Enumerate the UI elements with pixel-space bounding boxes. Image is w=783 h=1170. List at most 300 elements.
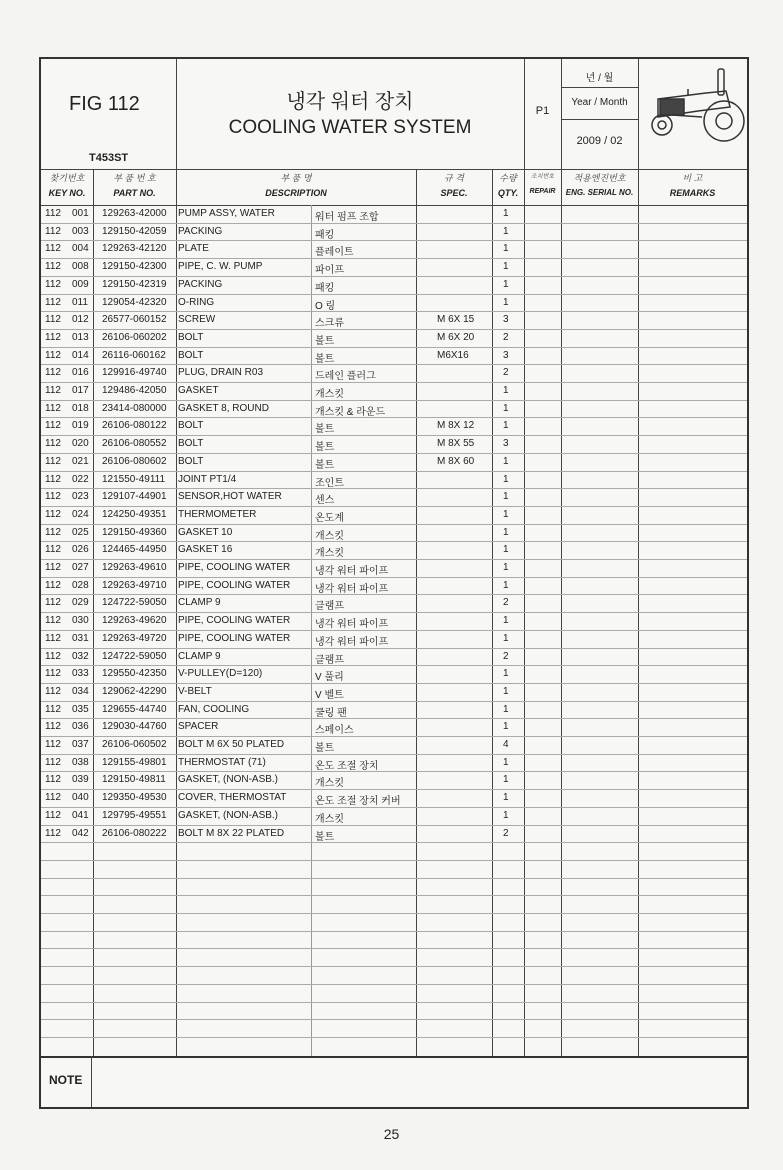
part-number: 26106-080222 <box>102 827 167 839</box>
description-english: V-PULLEY(D=120) <box>178 668 263 680</box>
fig-code: 112 <box>45 579 61 591</box>
part-number: 129916-49740 <box>102 367 167 379</box>
key-number: 020 <box>72 438 89 450</box>
table-row <box>41 559 747 577</box>
key-number: 004 <box>72 243 89 255</box>
description-korean: 패킹 <box>315 282 335 294</box>
description-korean: 스크류 <box>315 318 344 330</box>
issue-date: 2009 / 02 <box>576 135 623 147</box>
quantity: 1 <box>503 615 509 627</box>
header-qty-korean: 수량 <box>499 173 517 183</box>
description-korean: 개스킷 & 라운드 <box>315 406 386 418</box>
description-english: V-BELT <box>178 685 212 697</box>
part-number: 23414-080000 <box>102 402 167 414</box>
description-korean: V 벨트 <box>315 689 344 701</box>
part-number: 129155-49801 <box>102 756 167 768</box>
part-number: 124465-44950 <box>102 544 167 556</box>
table-row <box>41 771 747 789</box>
model-number: T453ST <box>89 152 129 164</box>
description-english: THERMOMETER <box>178 508 257 520</box>
header-remarks-korean: 비 고 <box>682 173 703 183</box>
quantity: 1 <box>503 420 509 432</box>
description-english: THERMOSTAT (71) <box>178 756 266 768</box>
part-number: 129263-49720 <box>102 632 167 644</box>
description-english: PUMP ASSY, WATER <box>178 208 275 219</box>
description-english: PACKING <box>178 225 223 237</box>
fig-number: FIG 112 <box>69 93 140 115</box>
description-korean: 개스킷 <box>315 530 344 542</box>
page-number: 25 <box>383 1126 400 1142</box>
table-row <box>41 347 747 365</box>
row-divider <box>41 860 747 861</box>
year-month-english: Year / Month <box>571 97 628 108</box>
row-divider <box>41 1002 747 1003</box>
description-korean: 드레인 플러그 <box>315 371 376 383</box>
description-english: BOLT <box>178 420 204 432</box>
fig-code: 112 <box>45 827 61 839</box>
description-korean: 볼트 <box>315 459 335 471</box>
fig-code: 112 <box>45 473 61 485</box>
quantity: 3 <box>503 438 509 450</box>
header-engine-serial-english: ENG. SERIAL NO. <box>565 188 634 197</box>
description-korean: O 링 <box>315 300 336 312</box>
quantity: 2 <box>503 597 509 609</box>
header-qty-english: QTY. <box>497 188 519 198</box>
key-number: 003 <box>72 225 89 237</box>
key-number: 021 <box>72 455 89 467</box>
note-label <box>41 1056 91 1107</box>
year-month-box <box>561 59 638 169</box>
spec: M 6X 15 <box>437 314 475 326</box>
row-divider <box>41 913 747 914</box>
key-number: 022 <box>72 473 89 485</box>
fig-code: 112 <box>45 367 61 379</box>
table-row <box>41 294 747 312</box>
fig-code: 112 <box>45 721 61 733</box>
fig-code: 112 <box>45 314 61 326</box>
fig-code: 112 <box>45 739 61 750</box>
fig-code: 112 <box>45 508 61 520</box>
part-number: 129054-42320 <box>102 296 167 308</box>
part-number: 129150-42319 <box>102 278 167 290</box>
description-korean: 볼트 <box>315 424 335 436</box>
key-number: 008 <box>72 261 89 273</box>
key-number: 014 <box>72 349 89 361</box>
part-number: 129350-49530 <box>102 792 167 804</box>
fig-code: 112 <box>45 385 61 396</box>
table-row <box>41 577 747 595</box>
part-number: 26577-060152 <box>102 314 167 326</box>
page-code: P1 <box>535 105 550 117</box>
description-korean: 냉각 워터 파이프 <box>315 566 389 577</box>
description-english: GASKET, (NON-ASB.) <box>178 774 279 786</box>
description-korean: 파이프 <box>315 265 344 277</box>
key-number: 028 <box>72 579 89 591</box>
part-number: 129263-49710 <box>102 579 167 591</box>
description-english: O-RING <box>178 296 215 308</box>
key-number: 034 <box>72 685 89 697</box>
description-korean: 스페이스 <box>315 725 354 737</box>
description-english: SCREW <box>178 314 216 326</box>
spec: M 8X 60 <box>437 455 475 467</box>
header-qty <box>492 169 524 205</box>
header-key-english: KEY NO. <box>48 188 86 198</box>
description-english: BOLT <box>178 455 204 467</box>
quantity: 3 <box>503 314 509 326</box>
part-number: 129655-44740 <box>102 703 167 715</box>
table-row <box>41 223 747 241</box>
key-number: 041 <box>72 809 89 821</box>
description-english: COVER, THERMOSTAT <box>178 792 287 804</box>
header-repair <box>524 169 561 205</box>
quantity: 1 <box>503 579 509 591</box>
table-row <box>41 276 747 294</box>
quantity: 1 <box>503 243 509 255</box>
fig-code: 112 <box>45 668 61 680</box>
key-number: 016 <box>72 367 89 379</box>
row-divider <box>41 984 747 985</box>
header-part <box>93 169 176 205</box>
title-korean: 냉각 워터 장치 <box>286 91 414 113</box>
quantity: 2 <box>503 367 509 379</box>
part-number: 124722-59050 <box>102 597 167 609</box>
parts-sheet <box>39 57 749 1109</box>
row-divider <box>41 878 747 879</box>
description-english: BOLT <box>178 349 204 361</box>
table-row <box>41 506 747 524</box>
part-number: 129150-49811 <box>102 774 166 786</box>
tractor-icon <box>638 59 749 169</box>
description-korean: 패킹 <box>315 229 335 241</box>
quantity: 1 <box>503 385 509 396</box>
quantity: 1 <box>503 756 509 768</box>
description-korean: 온도계 <box>315 512 344 524</box>
quantity: 1 <box>503 261 509 273</box>
fig-code: 112 <box>45 491 61 503</box>
table-row <box>41 400 747 418</box>
description-english: GASKET 10 <box>178 526 233 538</box>
key-number: 036 <box>72 721 89 733</box>
quantity: 1 <box>503 562 509 573</box>
part-number: 129150-49360 <box>102 526 167 538</box>
fig-code: 112 <box>45 650 61 662</box>
quantity: 1 <box>503 526 509 538</box>
fig-code: 112 <box>45 809 61 821</box>
fig-code: 112 <box>45 331 61 343</box>
description-korean: 볼트 <box>315 442 335 454</box>
description-english: JOINT PT1/4 <box>178 473 237 485</box>
table-row <box>41 807 747 825</box>
table-row <box>41 648 747 666</box>
note-label-text: NOTE <box>49 1073 83 1087</box>
description-english: GASKET, (NON-ASB.) <box>178 809 279 821</box>
description-english: PIPE, COOLING WATER <box>178 562 291 573</box>
quantity: 1 <box>503 225 509 237</box>
description-english: PIPE, COOLING WATER <box>178 632 291 644</box>
description-english: BOLT M 6X 50 PLATED <box>178 739 285 750</box>
quantity: 1 <box>503 632 509 644</box>
fig-code: 112 <box>45 225 61 237</box>
quantity: 3 <box>503 349 509 361</box>
header-description-english: DESCRIPTION <box>265 188 327 198</box>
description-english: PLUG, DRAIN R03 <box>178 367 264 379</box>
table-row <box>41 453 747 471</box>
description-english: SPACER <box>178 721 219 733</box>
description-korean: 냉각 워터 파이프 <box>315 619 389 631</box>
fig-code: 112 <box>45 597 61 609</box>
row-divider <box>41 931 747 932</box>
table-row <box>41 754 747 772</box>
part-number: 124250-49351 <box>102 508 167 520</box>
description-korean: 센스 <box>315 495 335 507</box>
description-korean: 개스킷 <box>315 813 344 825</box>
fig-code: 112 <box>45 261 61 273</box>
key-number: 039 <box>72 774 89 786</box>
part-number: 26106-080602 <box>102 455 167 467</box>
header-remarks <box>638 169 747 205</box>
fig-code: 112 <box>45 544 61 556</box>
key-number: 035 <box>72 703 89 715</box>
part-number: 26116-060162 <box>102 349 166 361</box>
description-korean: 워터 펌프 조합 <box>315 212 379 223</box>
fig-code: 112 <box>45 526 61 538</box>
key-number: 009 <box>72 278 89 290</box>
quantity: 1 <box>503 544 509 556</box>
description-english: GASKET <box>178 385 219 396</box>
fig-code: 112 <box>45 703 61 715</box>
description-english: PIPE, COOLING WATER <box>178 615 291 627</box>
fig-code: 112 <box>45 685 61 697</box>
quantity: 1 <box>503 491 509 503</box>
table-row <box>41 665 747 683</box>
table-row <box>41 594 747 612</box>
header-engine-serial-korean: 적용엔진번호 <box>573 173 626 183</box>
key-number: 026 <box>72 544 89 556</box>
fig-code: 112 <box>45 296 61 308</box>
description-korean: 개스킷 <box>315 548 344 560</box>
table-row <box>41 541 747 559</box>
quantity: 4 <box>503 739 509 750</box>
table-row <box>41 630 747 648</box>
spec: M 8X 55 <box>437 438 475 450</box>
part-number: 129263-42000 <box>102 208 167 219</box>
row-divider <box>41 948 747 949</box>
key-number: 027 <box>72 562 89 573</box>
quantity: 1 <box>503 278 509 290</box>
header-key <box>41 169 93 205</box>
part-number: 129062-42290 <box>102 685 167 697</box>
part-number: 129150-42300 <box>102 261 167 273</box>
key-number: 029 <box>72 597 89 609</box>
description-english: PACKING <box>178 278 223 290</box>
spec: M6X16 <box>437 349 469 361</box>
table-row <box>41 311 747 329</box>
fig-code: 112 <box>45 792 61 804</box>
quantity: 1 <box>503 455 509 467</box>
part-number: 129263-42120 <box>102 243 167 255</box>
description-korean: 냉각 워터 파이프 <box>315 636 389 648</box>
header-spec <box>416 169 492 205</box>
page-box <box>524 59 561 169</box>
key-number: 012 <box>72 314 89 326</box>
table-row <box>41 736 747 754</box>
quantity: 1 <box>503 402 509 414</box>
description-english: FAN, COOLING <box>178 703 250 715</box>
table-row <box>41 382 747 400</box>
year-month-korean: 년 / 월 <box>585 73 614 84</box>
title-box <box>176 59 524 169</box>
header-part-english: PART NO. <box>113 188 156 198</box>
table-row <box>41 524 747 542</box>
description-korean: 볼트 <box>315 831 335 843</box>
key-number: 023 <box>72 491 89 503</box>
header-spec-english: SPEC. <box>440 188 468 198</box>
description-korean: 클램프 <box>315 601 344 613</box>
table-row <box>41 488 747 506</box>
row-divider <box>41 895 747 896</box>
description-korean: 볼트 <box>315 335 335 347</box>
table-row <box>41 435 747 453</box>
part-number: 129263-49610 <box>102 562 167 573</box>
row-divider <box>41 1019 747 1020</box>
description-english: BOLT <box>178 331 204 343</box>
key-number: 032 <box>72 650 89 662</box>
description-korean: 온도 조절 장치 <box>315 760 379 772</box>
table-row <box>41 240 747 258</box>
description-english: PIPE, C. W. PUMP <box>178 261 263 273</box>
part-number: 26106-080552 <box>102 438 167 450</box>
key-number: 024 <box>72 508 89 520</box>
row-divider <box>41 966 747 967</box>
header-repair-korean: 조치번호 <box>530 174 555 180</box>
quantity: 1 <box>503 208 509 219</box>
table-row <box>41 329 747 347</box>
table-row <box>41 683 747 701</box>
quantity: 2 <box>503 650 509 662</box>
quantity: 2 <box>503 827 509 839</box>
part-number: 121550-49111 <box>102 473 166 485</box>
fig-code: 112 <box>45 402 61 414</box>
fig-code: 112 <box>45 562 61 573</box>
part-number: 129030-44760 <box>102 721 167 733</box>
table-row <box>41 364 747 382</box>
description-english: SENSOR,HOT WATER <box>178 491 282 503</box>
key-number: 038 <box>72 756 89 768</box>
key-number: 017 <box>72 385 89 396</box>
fig-code: 112 <box>45 208 61 219</box>
description-korean: 개스킷 <box>315 389 344 400</box>
description-english: GASKET 8, ROUND <box>178 402 269 414</box>
quantity: 1 <box>503 792 509 804</box>
header-key-korean: 찾기번호 <box>49 173 85 183</box>
key-number: 033 <box>72 668 89 680</box>
key-number: 025 <box>72 526 89 538</box>
key-number: 037 <box>72 739 89 750</box>
header-engine-serial <box>561 169 638 205</box>
fig-box <box>41 59 176 169</box>
fig-code: 112 <box>45 278 61 290</box>
quantity: 1 <box>503 809 509 821</box>
key-number: 031 <box>72 632 89 644</box>
key-number: 040 <box>72 792 89 804</box>
part-number: 26106-080122 <box>102 420 167 432</box>
description-english: PLATE <box>178 243 209 255</box>
quantity: 1 <box>503 668 509 680</box>
table-row <box>41 417 747 435</box>
title-english: COOLING WATER SYSTEM <box>228 117 472 138</box>
description-korean: 온도 조절 장치 커버 <box>315 796 401 808</box>
part-number: 124722-59050 <box>102 650 167 662</box>
quantity: 1 <box>503 721 509 733</box>
fig-code: 112 <box>45 632 61 644</box>
row-divider <box>41 842 747 843</box>
fig-code: 112 <box>45 420 61 432</box>
part-number: 129486-42050 <box>102 385 167 396</box>
table-row <box>41 205 747 223</box>
table-row <box>41 612 747 630</box>
fig-code: 112 <box>45 615 61 627</box>
quantity: 1 <box>503 703 509 715</box>
part-number: 26106-060202 <box>102 331 167 343</box>
description-korean: 개스킷 <box>315 778 344 790</box>
table-row <box>41 825 747 843</box>
part-number: 129150-42059 <box>102 225 167 237</box>
table-row <box>41 789 747 807</box>
header-part-korean: 부 품 번 호 <box>113 173 156 183</box>
description-korean: 쿨링 팬 <box>315 707 347 719</box>
description-korean: 조인트 <box>315 477 344 489</box>
quantity: 1 <box>503 685 509 697</box>
table-row <box>41 718 747 736</box>
description-english: GASKET 16 <box>178 544 233 556</box>
fig-code: 112 <box>45 438 61 450</box>
description-korean: 볼트 <box>315 353 335 365</box>
key-number: 013 <box>72 331 89 343</box>
table-row <box>41 471 747 489</box>
header-description <box>176 169 416 205</box>
description-english: PIPE, COOLING WATER <box>178 579 291 591</box>
header-spec-korean: 규 격 <box>444 173 464 183</box>
description-english: BOLT M 8X 22 PLATED <box>178 827 285 839</box>
fig-code: 112 <box>45 455 61 467</box>
description-korean: 플레이트 <box>315 247 354 259</box>
description-korean: V 풀리 <box>315 672 344 684</box>
quantity: 1 <box>503 508 509 520</box>
quantity: 1 <box>503 774 509 786</box>
key-number: 042 <box>72 827 89 839</box>
description-english: CLAMP 9 <box>178 597 221 609</box>
key-number: 019 <box>72 420 89 432</box>
description-english: BOLT <box>178 438 204 450</box>
fig-code: 112 <box>45 756 61 768</box>
spec: M 8X 12 <box>437 420 475 432</box>
fig-code: 112 <box>45 774 61 786</box>
part-number: 129795-49551 <box>102 809 167 821</box>
part-number: 129550-42350 <box>102 668 167 680</box>
fig-code: 112 <box>45 349 61 361</box>
key-number: 030 <box>72 615 89 627</box>
header-remarks-english: REMARKS <box>669 188 716 198</box>
row-divider <box>41 1037 747 1038</box>
description-korean: 냉각 워터 파이프 <box>315 583 389 595</box>
table-row <box>41 701 747 719</box>
description-korean: 클램프 <box>315 654 344 666</box>
part-number: 26106-060502 <box>102 739 167 750</box>
quantity: 1 <box>503 296 509 308</box>
header-repair-english: REPAIR <box>529 188 556 195</box>
table-row <box>41 258 747 276</box>
part-number: 129263-49620 <box>102 615 167 627</box>
